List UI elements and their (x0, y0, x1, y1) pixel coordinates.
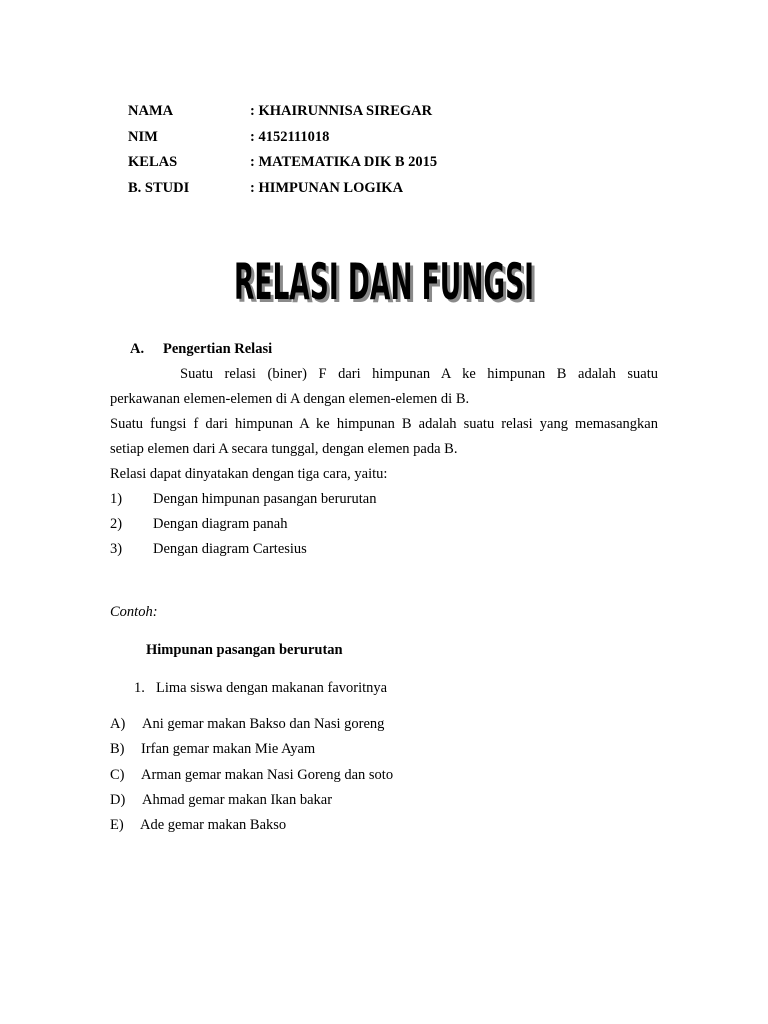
list-item-number: E) (110, 817, 124, 833)
wordart-title (228, 255, 540, 309)
list-item: Arman gemar makan Nasi Goreng dan soto (141, 767, 394, 783)
header-value: : MATEMATIKA DIK B 2015 (250, 154, 438, 170)
wordart-title-shadow: RELASI DAN FUNGSI (237, 256, 537, 309)
header-value: : HIMPUNAN LOGIKA (250, 180, 404, 196)
paragraph-line: setiap elemen dari A secara tunggal, dengan elemen pada B. (110, 441, 458, 457)
paragraph-line: Suatu relasi (biner) F dari himpunan A ke himpunan B adalah suatu (180, 366, 658, 382)
wordart-title-text: RELASI DAN FUNGSI (234, 255, 534, 309)
list-item-number: C) (110, 767, 125, 783)
numbered-item-number: 1. (134, 680, 145, 696)
header-label: B. STUDI (128, 180, 190, 196)
wordart-title-graphic (228, 255, 540, 309)
list-item-number: 3) (110, 541, 123, 557)
list-item: Ahmad gemar makan Ikan bakar (142, 792, 333, 808)
header-value: : 4152111018 (250, 129, 330, 145)
list-item: Ade gemar makan Bakso (140, 817, 287, 833)
header-value: : KHAIRUNNISA SIREGAR (250, 103, 433, 119)
list-item-number: A) (110, 716, 126, 732)
list-item: Dengan diagram Cartesius (153, 541, 307, 557)
numbered-item: Lima siswa dengan makanan favoritnya (156, 680, 388, 696)
paragraph-line: Suatu fungsi f dari himpunan A ke himpunan B adalah suatu relasi yang memasangkan (110, 416, 658, 432)
list-item-number: 1) (110, 491, 123, 507)
list-item-number: B) (110, 741, 125, 757)
example-label: Contoh: (110, 604, 158, 620)
list-item-number: D) (110, 792, 126, 808)
list-item: Irfan gemar makan Mie Ayam (141, 741, 316, 757)
list-item-number: 2) (110, 516, 123, 532)
example-subheading: Himpunan pasangan berurutan (146, 642, 343, 658)
section-marker: A. (130, 341, 145, 357)
header-label: NIM (128, 129, 158, 145)
section-heading: Pengertian Relasi (163, 341, 273, 357)
header-label: KELAS (128, 154, 178, 170)
list-item: Dengan himpunan pasangan berurutan (153, 491, 377, 507)
header-label: NAMA (128, 103, 174, 119)
paragraph-line: Relasi dapat dinyatakan dengan tiga cara, yaitu: (110, 466, 388, 482)
list-item: Ani gemar makan Bakso dan Nasi goreng (142, 716, 385, 732)
list-item: Dengan diagram panah (153, 516, 288, 532)
paragraph-line: perkawanan elemen-elemen di A dengan elemen-elemen di B. (110, 391, 470, 407)
